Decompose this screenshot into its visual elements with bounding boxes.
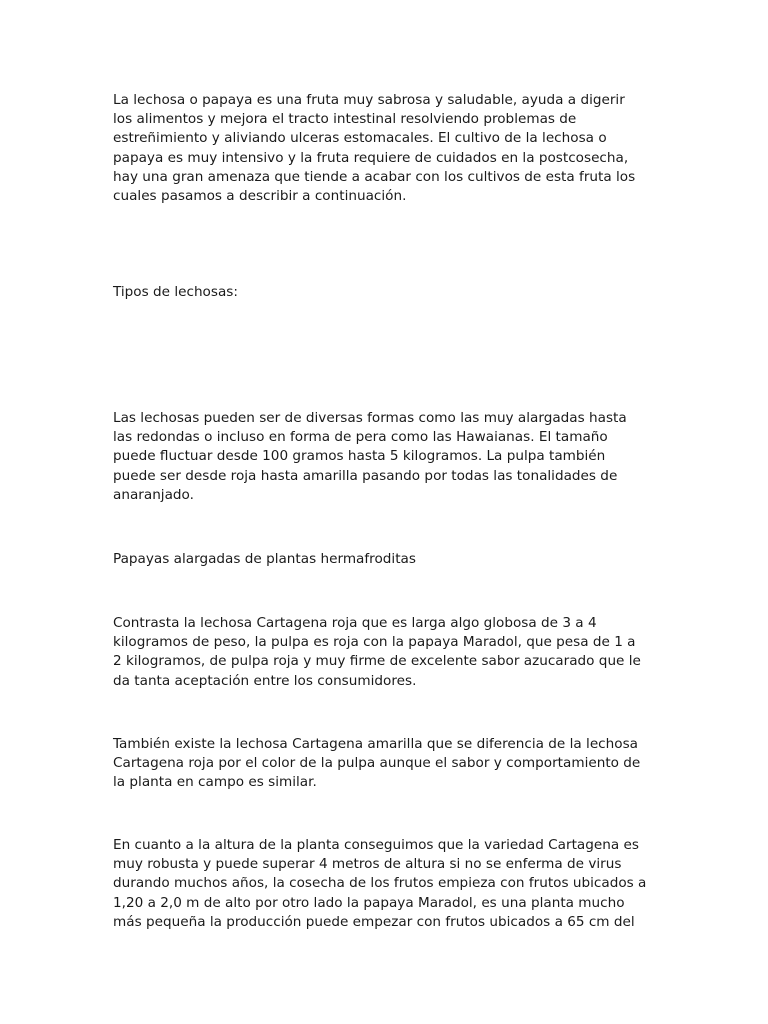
section-heading-tipos: Tipos de lechosas: [113,284,238,300]
shapes-paragraph: Las lechosas pueden ser de diversas formas como las muy alargadas hasta las redondas o incluso en forma de pera como las Hawaianas. El tamaño puede fluctuar desde 100 gramos hasta 5 kilogramos. La pulpa también puede ser desde roja hasta amarilla pasando por todas las tonalidades de anaranjado. [113,410,627,503]
plant-height-paragraph: En cuanto a la altura de la planta conseguimos que la variedad Cartagena es muy robusta y puede superar 4 metros de altura si no se enferma de virus durando muchos años, la cosecha de los frutos empieza con frutos ubicados a 1,20 a 2,0 m de alto por otro lado la papaya Maradol, es una planta mucho más pequeña la producción puede empezar con frutos ubicados a 65 cm del [113,837,647,930]
section-heading-papayas-alargadas: Papayas alargadas de plantas hermafroditas [113,551,416,567]
cartagena-roja-paragraph: Contrasta la lechosa Cartagena roja que es larga algo globosa de 3 a 4 kilogramos de peso, la pulpa es roja con la papaya Maradol, que pesa de 1 a 2 kilogramos, de pulpa roja y muy firme de excelente sabor azucarado que le da tanta aceptación entre los consumidores. [113,615,641,689]
intro-paragraph: La lechosa o papaya es una fruta muy sabrosa y saludable, ayuda a digerir los alimentos y mejora el tracto intestinal resolviendo problemas de estreñimiento y aliviando ulceras estomacales. El cultivo de la lechosa o papaya es muy intensivo y la fruta requiere de cuidados en la postcosecha, hay una gran amenaza que tiende a acabar con los cultivos de esta fruta los cuales pasamos a describir a continuación. [113,92,636,205]
cartagena-amarilla-paragraph: También existe la lechosa Cartagena amarilla que se diferencia de la lechosa Cartagena roja por el color de la pulpa aunque el sabor y comportamiento de la planta en campo es similar. [113,736,641,791]
